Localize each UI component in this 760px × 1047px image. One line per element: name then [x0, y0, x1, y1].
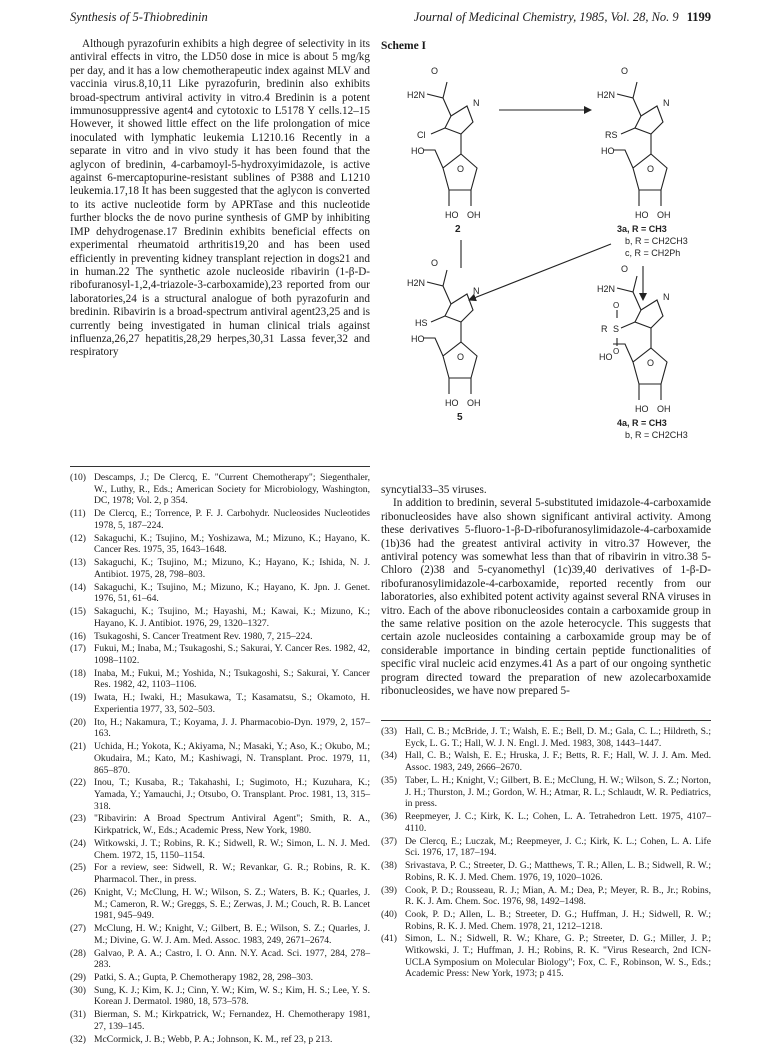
amide-oxygen-label: O: [431, 258, 439, 268]
reference-text: De Clercq, E.; Luczak, M.; Reepmeyer, J. C.; Kirk, K. L.; Cohen, L. A. Life Sci. 1976, 17, 187–194.: [405, 835, 711, 859]
amide-oxygen-label: O: [621, 264, 629, 274]
body-paragraph: syncytial33–35 viruses.: [381, 484, 487, 496]
reference-item: [70, 923, 370, 946]
amide-nitrogen-label: H2N: [597, 284, 616, 294]
reference-text: Knight, V.; McClung, H. W.; Wilson, S. Z.; Waters, B. K.; Quarles, J. M.; Cameron, R. W.; Greggs, S. E.; Zerwas, J. M.; Couch, R. B. Lancet 1981, 945–949.: [94, 886, 370, 922]
compound-4-structure: [613, 276, 667, 400]
reference-text: Inaba, M.; Fukui, M.; Yoshida, N.; Tsukagoshi, S.; Sakurai, Y. Cancer Res. 1982, 42, 1103–1106.: [94, 667, 370, 691]
reference-item: [381, 909, 711, 932]
reference-item: [70, 813, 370, 836]
reference-number: (26): [70, 886, 86, 898]
reference-number: (18): [70, 667, 86, 679]
reference-number: (10): [70, 472, 86, 483]
reference-number: (28): [70, 947, 86, 959]
hydroxyl-label: HO: [411, 334, 425, 344]
reference-text: Sakaguchi, K.; Tsujino, M.; Mizuno, K.; Hayano, K. Jpn. J. Genet. 1976, 51, 61–64.: [94, 581, 370, 605]
reference-text: De Clercq, E.; Torrence, P. F. J. Carbohydr. Nucleosides Nucleotides 1978, 5, 187–224.: [94, 508, 370, 531]
reference-item: [70, 472, 370, 507]
reference-number: (37): [381, 835, 397, 847]
hydroxyl-label: HO: [635, 210, 649, 220]
reference-item: [381, 933, 711, 979]
reference-item: [70, 948, 370, 971]
hydroxyl-label: OH: [657, 210, 671, 220]
amide-nitrogen-label: H2N: [407, 90, 426, 100]
reference-text: McClung, H. W.; Knight, V.; Gilbert, B. E.; Wilson, S. Z.; Quarles, J. M.; Divine, G. W. J. Am. Med. Assoc. 1983, 249, 2671–2674.: [94, 923, 370, 946]
compound-2-label: 2: [455, 224, 461, 235]
reference-item: [381, 726, 711, 749]
reference-item: [381, 885, 711, 908]
reference-item: [70, 643, 370, 666]
reference-number: (40): [381, 908, 397, 920]
reference-number: (33): [381, 726, 397, 737]
reference-item: [70, 887, 370, 922]
body-paragraph: Although pyrazofurin exhibits a high degree of selectivity in its antiviral effects in vitro, the LD50 dose in mice is about 5 mg/kg per day, and it has a low chemotherapeutic index against MLV and vaccinia virus.8,10,11 Like pyrazofurin, bredinin also exhibits broad-spectrum antiviral activity in vitro.4 Bredinin is a potent immunosuppressive agent4 and cytotoxic to L5178 Y cells.12–15 However, it showed little effect on the life prolongation of mice inoculated with lymphatic leukemia L1210.16 Recently in a separate in vitro and in vivo study it has been found that the aglycon of bredinin, 4-carbamoyl-5-hydroxyimidazole, is active against 6-mercaptopurine-resistant sublines of P388 and L1210 leukemia.17,18 It has been suggested that the aglycon is converted to its active nucleotide form by APRTase and this nucleotide further blocks the de novo purine synthesis of GMP by inhibiting IMP dehydrogenase.17 Bredinin exhibits beneficial effects on experimental rheumatoid arthritis19,20 and has been used efficiently in preventing kidney transplant rejection in dogs21 and in human.22 The synthetic azole nucleoside ribavirin (1-β-D-ribofuranosyl-1,2,4-triazole-3-carboxamide),23 reported from our laboratories,24 is a structural analogue of both pyrazofurin and bredinin. Ribavirin is a broad-spectrum antiviral agent23,25 and is currently being investigated in human clinical trials against influenza,26,27 hepatitis,28,29 herpes,30,31 Lassa fever,32 and respiratory: [70, 38, 370, 359]
amide-oxygen-label: O: [431, 66, 439, 76]
reference-item: [70, 838, 370, 861]
alkylthio-label: RS: [605, 130, 618, 140]
reference-text: Sakaguchi, K.; Tsujino, M.; Mizuno, K.; Hayano, K.; Ishida, N. J. Antibiot. 1975, 28, 798–803.: [94, 557, 370, 580]
reference-item: [70, 741, 370, 776]
reference-text: Bierman, S. M.; Kirkpatrick, W.; Fernandez, H. Chemotherapy 1981, 27, 139–145.: [94, 1009, 370, 1032]
reference-text: Uchida, H.; Yokota, K.; Akiyama, N.; Masaki, Y.; Aso, K.; Okubo, M.; Okudaira, M.; Kato, M.; Kashiwagi, N. Transplant. Proc. 1979, 11, 865–870.: [94, 741, 370, 776]
scheme-i-diagram: [381, 54, 721, 454]
reference-item: [381, 860, 711, 883]
reference-item: [70, 777, 370, 812]
reference-number: (11): [70, 508, 86, 520]
reference-text: Cook, P. D.; Allen, L. B.; Streeter, D. G.; Huffman, J. H.; Sidwell, R. W.; Robins, R. K. J. Med. Chem. 1978, 21, 1212–1218.: [405, 908, 711, 932]
reference-number: (13): [70, 557, 86, 569]
references-divider: [70, 466, 370, 467]
reference-item: [70, 717, 370, 740]
reference-number: (14): [70, 581, 86, 593]
running-header-title: Synthesis of 5-Thiobredinin: [70, 10, 208, 24]
reference-number: (25): [70, 862, 86, 874]
hydroxyl-label: HO: [411, 146, 425, 156]
reference-text: Sung, K. J.; Kim, K. J.; Cinn, Y. W.; Kim, W. S.; Kim, H. S.; Lee, Y. S. Korean J. Dermatol. 1980, 18, 573–578.: [94, 984, 370, 1008]
reference-number: (27): [70, 923, 86, 935]
ring-oxygen-label: O: [647, 164, 655, 174]
hydroxyl-label: HO: [599, 352, 613, 362]
amide-nitrogen-label: H2N: [407, 278, 426, 288]
reference-number: (31): [70, 1009, 86, 1021]
reference-item: [70, 668, 370, 691]
reference-text: Srivastava, P. C.; Streeter, D. G.; Matthews, T. R.; Allen, L. B.; Sidwell, R. W.; Robins, R. K. J. Med. Chem. 1976, 19, 1020–1026.: [405, 860, 711, 883]
reference-number: (30): [70, 984, 86, 996]
scheme-title: Scheme I: [381, 40, 427, 52]
reference-text: Descamps, J.; De Clercq, E. "Current Chemotherapy"; Siegenthaler, W., Luthy, R., Eds.; American Society for Microbiology, Washington, DC, 1978; Vol. 2, p 354.: [94, 472, 370, 507]
reference-text: Sakaguchi, K.; Tsujino, M.; Yoshizawa, M.; Mizuno, K.; Hayano, K. Cancer Res. 1975, 35, 1643–1648.: [94, 532, 370, 556]
reference-item: [70, 508, 370, 531]
ring-nitrogen-label: N: [473, 286, 480, 296]
reference-item: [70, 533, 370, 556]
reference-item: [70, 985, 370, 1008]
compound-5-label: 5: [457, 412, 463, 423]
left-body-text: [70, 38, 370, 360]
reference-number: (20): [70, 716, 86, 728]
reference-number: (16): [70, 630, 86, 642]
compound-5-structure: [423, 270, 477, 394]
reference-number: (21): [70, 741, 86, 753]
reference-item: [70, 631, 370, 643]
ring-oxygen-label: O: [457, 164, 465, 174]
ring-nitrogen-label: N: [663, 292, 670, 302]
reference-number: (23): [70, 813, 86, 825]
reference-text: Ito, H.; Nakamura, T.; Koyama, J. J. Pharmacobio-Dyn. 1979, 2, 157–163.: [94, 716, 370, 740]
reference-text: Hall, C. B.; McBride, J. T.; Walsh, E. E.; Bell, D. M.; Gala, C. L.; Hildreth, S.; Eyck, L. G. T.; Hall, W. J. N. Engl. J. Med. 1983, 308, 1443–1447.: [405, 726, 711, 749]
reference-number: (36): [381, 811, 397, 823]
reference-number: (17): [70, 643, 86, 655]
hydroxyl-label: HO: [445, 398, 459, 408]
reference-text: Hall, C. B.; Walsh, E. E.; Hruska, J. F.; Betts, R. F.; Hall, W. J. J. Am. Med. Assoc. 1983, 249, 2666–2670.: [405, 750, 711, 774]
compound-3c-label: c, R = CH2Ph: [625, 248, 681, 258]
reference-text: Tsukagoshi, S. Cancer Treatment Rev. 1980, 7, 215–224.: [94, 630, 313, 642]
compound-2-structure: [423, 82, 477, 206]
reference-item: [381, 750, 711, 773]
reference-item: [381, 775, 711, 810]
chloro-label: Cl: [417, 130, 426, 140]
sulfonyl-r-label: R: [601, 324, 608, 334]
hydroxyl-label: HO: [635, 404, 649, 414]
reference-item: [70, 862, 370, 885]
reference-item: [70, 557, 370, 580]
reference-text: Witkowski, J. T.; Robins, R. K.; Sidwell, R. W.; Simon, L. N. J. Med. Chem. 1972, 15, 1150–1154.: [94, 837, 370, 861]
reference-number: (29): [70, 971, 86, 983]
reference-text: Inou, T.; Kusaba, R.; Takahashi, I.; Sugimoto, H.; Kuzuhara, K.; Yamada, Y.; Yamauchi, J.; Otsubo, O. Transplant. Proc. 1981, 13, 315–318.: [94, 777, 370, 812]
reference-item: [70, 1034, 370, 1046]
ring-nitrogen-label: N: [473, 98, 480, 108]
reference-item: [70, 1009, 370, 1032]
reference-text: For a review, see: Sidwell, R. W.; Revankar, G. R.; Robins, R. K. Pharmacol. Ther., in press.: [94, 862, 370, 886]
reference-text: Cook, P. D.; Rousseau, R. J.; Mian, A. M.; Dea, P.; Meyer, R. B., Jr.; Robins, R. K. J. Am. Chem. Soc. 1976, 98, 1492–1498.: [405, 884, 711, 908]
reference-number: (24): [70, 837, 86, 849]
thiol-label: HS: [415, 318, 428, 328]
reference-number: (19): [70, 692, 86, 704]
references-left: [70, 472, 370, 1047]
ring-nitrogen-label: N: [663, 98, 670, 108]
sulfonyl-oxygen-label: O: [613, 347, 620, 356]
reference-text: Sakaguchi, K.; Tsujino, M.; Hayashi, M.; Kawai, K.; Mizuno, K.; Hayano, K. J. Antibiot. 1976, 29, 1320–1327.: [94, 606, 370, 629]
reference-item: [70, 606, 370, 629]
reference-number: (22): [70, 777, 86, 789]
compound-4a-label: 4a, R = CH3: [617, 418, 667, 428]
reference-number: (41): [381, 933, 397, 945]
references-right: [381, 726, 711, 981]
ring-oxygen-label: O: [457, 352, 465, 362]
amide-oxygen-label: O: [621, 66, 629, 76]
running-header-journal: [381, 10, 711, 25]
reference-item: [381, 836, 711, 859]
reference-item: [70, 582, 370, 605]
reference-text: Simon, L. N.; Sidwell, R. W.; Khare, G. P.; Streeter, D. G.; Miller, J. P.; Witkowski, J. T.; Huffman, J. H.; Robins, R. K. "Virus Research, 2nd ICN-UCLA Symposium on Molecular Biology"; Fox, C. F., Robinson, W. S., Eds.; Academic Press: New York, 1973; p 415.: [405, 933, 711, 980]
reference-number: (38): [381, 860, 397, 872]
reference-item: [70, 972, 370, 984]
references-divider: [381, 720, 711, 721]
reference-text: Reepmeyer, J. C.; Kirk, K. L.; Cohen, L. A. Tetrahedron Lett. 1975, 4107–4110.: [405, 811, 711, 834]
reference-item: [381, 811, 711, 834]
reference-text: "Ribavirin: A Broad Spectrum Antiviral Agent"; Smith, R. A., Kirkpatrick, W., Eds.; Academic Press, New York, 1980.: [94, 813, 370, 837]
sulfonyl-oxygen-label: O: [613, 301, 620, 310]
page-number: 1199: [686, 10, 711, 24]
reference-text: Galvao, P. A. A.; Castro, I. O. Ann. N.Y. Acad. Sci. 1977, 284, 278–283.: [94, 947, 370, 971]
body-paragraph: In addition to bredinin, several 5-substituted imidazole-4-carboxamide ribonucleosides have also shown significant antiviral activity. Among these derivatives 5-fluoro-1-β-D-ribofuranosylimidazole-4-carboxamide (1b)36 had the greatest antiviral activity in vitro.37 However, the antiviral potency was somewhat less than that of ribavirin in vitro.38 5-Chloro (2)38 and 5-cyanomethyl (1c)39,40 derivatives of 1-β-D-ribofuranosylimidazole-4-carboxamide, reported recently from our laboratories, also exhibited potent activity against several RNA viruses in vitro. Each of the above ribonucleosides contain a carboxamide group in the same relative position on the azole heterocycle. This suggests that certain azole nucleosides containing a carboxamide group may be of considerable importance in binding certain peptide functionalities of specific viral nucleic acid enzymes.41 As a part of our ongoing synthetic program directed toward the preparation of new azolecarboxamide ribonucleosides, we have now prepared 5-: [381, 497, 711, 698]
reference-number: (15): [70, 606, 86, 618]
right-body-text: [381, 484, 711, 699]
journal-citation: Journal of Medicinal Chemistry, 1985, Vol. 28, No. 9: [413, 10, 679, 24]
compound-3-structure: [613, 82, 667, 206]
reference-text: Taber, L. H.; Knight, V.; Gilbert, B. E.; McClung, H. W.; Wilson, S. Z.; Norton, J. H.; Thurston, J. M.; Gordon, W. H.; Atmar, R. L.; Schlaudt, W. R. Pediatrics, in press.: [405, 774, 711, 810]
reference-number: (32): [70, 1033, 86, 1045]
reference-number: (34): [381, 750, 397, 762]
reference-number: (12): [70, 532, 86, 544]
reference-number: (39): [381, 884, 397, 896]
hydroxyl-label: OH: [467, 398, 481, 408]
reference-text: Iwata, H.; Iwaki, H.; Masukawa, T.; Kasamatsu, S.; Okamoto, H. Experientia 1977, 33, 502–503.: [94, 692, 370, 715]
ring-oxygen-label: O: [647, 358, 655, 368]
reference-text: McCormick, J. B.; Webb, P. A.; Johnson, K. M., ref 23, p 213.: [94, 1033, 333, 1045]
reference-text: Fukui, M.; Inaba, M.; Tsukagoshi, S.; Sakurai, Y. Cancer Res. 1982, 42, 1098–1102.: [94, 643, 370, 666]
reference-text: Patki, S. A.; Gupta, P. Chemotherapy 1982, 28, 298–303.: [94, 971, 314, 983]
hydroxyl-label: HO: [601, 146, 615, 156]
compound-3a-label: 3a, R = CH3: [617, 224, 667, 234]
sulfur-label: S: [613, 324, 620, 334]
amide-nitrogen-label: H2N: [597, 90, 616, 100]
reaction-arrow: [469, 244, 611, 300]
hydroxyl-label: HO: [445, 210, 459, 220]
compound-3b-label: b, R = CH2CH3: [625, 236, 688, 246]
hydroxyl-label: OH: [467, 210, 481, 220]
compound-4b-label: b, R = CH2CH3: [625, 430, 688, 440]
reference-number: (35): [381, 774, 397, 786]
hydroxyl-label: OH: [657, 404, 671, 414]
reference-item: [70, 692, 370, 715]
